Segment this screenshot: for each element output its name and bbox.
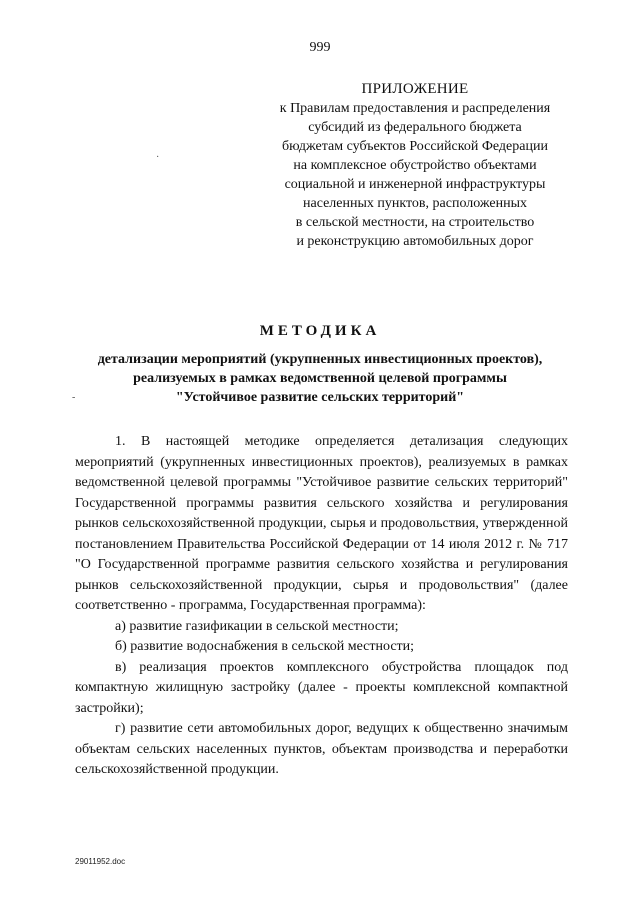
list-item-b: б) развитие водоснабжения в сельской местности; xyxy=(115,639,415,654)
list-item-c: в) реализация проектов комплексного обустройства площадок под компактную жилищную застройку (далее - проекты комплексной компактной застройки); xyxy=(75,659,568,716)
appendix-line: субсидий из федерального бюджета xyxy=(308,120,522,135)
document-title: МЕТОДИКА xyxy=(259,323,381,339)
scan-dot-mark: · xyxy=(156,152,160,163)
appendix-line: и реконструкцию автомобильных дорог xyxy=(296,234,534,249)
document-subtitle-line: реализуемых в рамках ведомственной целевой программы xyxy=(133,371,507,386)
list-item-d: г) развитие сети автомобильных дорог, ведущих к общественно значимым объектам сельских населенных пунктов, объектам производства и переработки сельскохозяйственной продукции. xyxy=(75,721,568,777)
appendix-title: ПРИЛОЖЕНИЕ xyxy=(361,81,469,97)
footer-file-name: 29011952.doc xyxy=(75,857,126,866)
body-text xyxy=(75,432,568,781)
appendix-line: социальной и инженерной инфраструктуры xyxy=(284,177,546,192)
document-subtitle-line: "Устойчивое развитие сельских территорий" xyxy=(175,390,465,405)
document-subtitle-line: детализации мероприятий (укрупненных инвестиционных проектов), xyxy=(97,352,543,367)
title-block xyxy=(40,323,600,407)
appendix-line: населенных пунктов, расположенных xyxy=(302,196,527,211)
appendix-line: к Правилам предоставления и распределения xyxy=(279,101,551,116)
appendix-line: в сельской местности, на строительство xyxy=(295,215,535,230)
scan-dot-mark: - xyxy=(72,392,76,403)
appendix-block xyxy=(255,80,575,251)
appendix-line: бюджетам субъектов Российской Федерации xyxy=(282,139,548,154)
list-item-a: а) развитие газификации в сельской местности; xyxy=(115,618,399,634)
page-number: 999 xyxy=(309,40,331,55)
appendix-line: на комплексное обустройство объектами xyxy=(293,158,537,173)
paragraph-1: 1. В настоящей методике определяется детализация следующих мероприятий (укрупненных инвестиционных проектов), реализуемых в рамках ведомственной целевой программы "Устойчивое развитие сельских территорий" Государственной программы развития сельского хозяйства и регулирования рынков сельскохозяйственной продукции, сырья и продовольствия, утвержденной постановлением Правительства Российской Федерации от 14 июля 2012 г. № 717 "О Государственной программе развития сельского хозяйства и регулирования рынков сельскохозяйственной продукции, сырья и продовольствия" (далее соответственно - программа, Государственная программа): xyxy=(75,434,568,613)
